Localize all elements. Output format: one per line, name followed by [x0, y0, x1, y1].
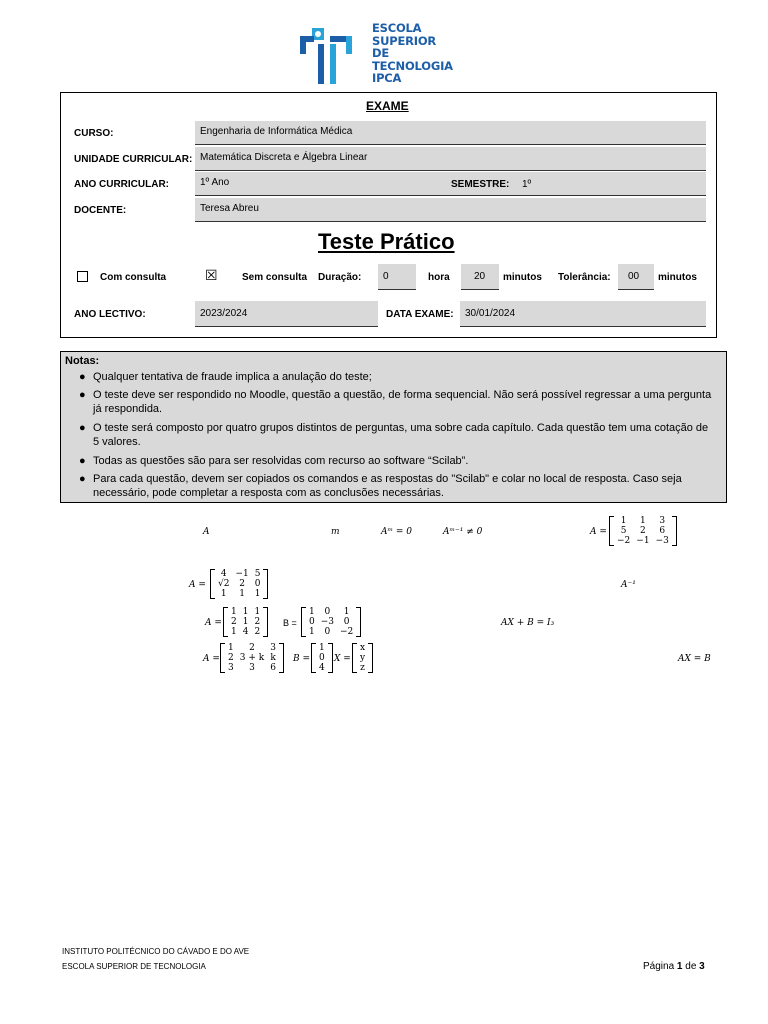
tolerancia-value: 00	[628, 271, 640, 282]
semestre-value: 1º	[522, 179, 532, 190]
matrix-cell: 1	[228, 643, 234, 653]
math-label: B =	[283, 618, 297, 628]
duracao-label: Duração:	[318, 272, 362, 283]
matrix-cell: −3	[655, 536, 669, 546]
matrix-cell: 1	[231, 627, 237, 637]
math-equation: AX = B	[678, 654, 711, 664]
page-number	[643, 961, 705, 972]
duracao-value: 0	[383, 271, 389, 282]
bullet-icon: ●	[79, 473, 86, 485]
bullet-icon: ●	[79, 422, 86, 434]
minutos-label: minutos	[503, 272, 542, 283]
bullet-icon: ●	[79, 371, 86, 383]
matrix-cell: k	[270, 653, 276, 663]
page-current: 1	[676, 961, 683, 972]
note-item	[79, 421, 719, 449]
matrix-cell: 3	[249, 663, 255, 673]
math-label: X =	[334, 654, 351, 664]
docente-field	[195, 198, 706, 222]
matrix-cell: 3	[270, 643, 276, 653]
ano-curricular-value: 1º Ano	[200, 177, 230, 188]
ano-lectivo-field	[195, 301, 378, 327]
matrix-cell: 1	[242, 607, 249, 617]
uc-value: Matemática Discreta e Álgebra Linear	[200, 152, 368, 163]
minutos-field	[461, 264, 499, 290]
matrix-q1	[609, 516, 677, 546]
duracao-field	[378, 264, 416, 290]
math-equation: AX + B = I₃	[501, 618, 555, 628]
notes-title: Notas:	[65, 355, 100, 367]
matrix-q2	[210, 569, 268, 599]
matrix-cell: y	[360, 653, 366, 663]
math-a: A	[203, 527, 210, 537]
logo-line: SUPERIOR	[372, 33, 437, 48]
matrix-cell: 1	[220, 589, 227, 599]
minutos-value: 20	[474, 271, 486, 282]
matrix-cell: 2	[254, 627, 261, 637]
com-consulta-checkbox[interactable]	[77, 271, 88, 282]
uc-field	[195, 147, 706, 171]
footer-school: ESCOLA SUPERIOR DE TECNOLOGIA	[62, 962, 206, 971]
left-bracket	[352, 643, 357, 673]
ipca-logo-mark-icon	[296, 22, 368, 86]
matrix-cell: −2	[617, 536, 631, 546]
ano-lectivo-value: 2023/2024	[200, 308, 248, 319]
exam-title: EXAME	[366, 99, 409, 113]
logo-line: ESCOLA	[372, 21, 422, 35]
hora-label: hora	[428, 272, 450, 283]
left-bracket	[311, 643, 316, 673]
matrix-cell: 6	[659, 526, 666, 536]
math-label: A =	[205, 618, 222, 628]
matrix-cell: 0	[319, 653, 325, 663]
matrix-cell: 4	[319, 663, 325, 673]
note-item	[79, 370, 719, 384]
matrix-cell: 0	[254, 579, 261, 589]
note-text: Qualquer tentativa de fraude implica a anulação do teste;	[93, 371, 372, 383]
note-text: Todas as questões são para ser resolvidas com recurso ao software “Scilab”.	[93, 455, 469, 467]
left-bracket	[301, 607, 306, 637]
math-label: B =	[293, 654, 311, 664]
right-bracket	[356, 607, 361, 637]
matrix-q4-a	[220, 643, 284, 673]
math-am1: Aᵐ⁻¹ ≠ 0	[443, 527, 483, 537]
right-bracket	[263, 569, 268, 599]
left-bracket	[220, 643, 225, 673]
right-bracket	[368, 643, 373, 673]
note-text: Para cada questão, devem ser copiados os comandos e as respostas do "Scilab" e colar no local de resposta. Caso seja necessário, pode completar a resposta com as conclusões necessárias.	[93, 473, 682, 499]
matrix-cell: 2	[249, 643, 255, 653]
matrix-cell: 2	[239, 579, 245, 589]
matrix-cell: 0	[309, 617, 315, 627]
matrix-cell: −1	[636, 536, 650, 546]
matrix-cell: 1	[319, 643, 325, 653]
bullet-icon: ●	[79, 455, 86, 467]
matrix-cell: 4	[242, 627, 249, 637]
matrix-cell: z	[360, 663, 365, 673]
matrix-cell: 5	[254, 569, 261, 579]
matrix-cell: 4	[220, 569, 227, 579]
matrix-cell: 6	[270, 663, 276, 673]
curso-label: CURSO:	[74, 128, 114, 139]
matrix-q3-b	[301, 607, 361, 637]
left-bracket	[609, 516, 614, 546]
data-exame-field	[460, 301, 706, 327]
page-total: 3	[699, 961, 705, 972]
tolerancia-unit: minutos	[658, 272, 697, 283]
right-bracket	[263, 607, 268, 637]
left-bracket	[223, 607, 228, 637]
right-bracket	[279, 643, 284, 673]
math-label: A =	[203, 654, 220, 664]
matrix-cell: 1	[309, 607, 315, 617]
curso-field	[195, 121, 706, 145]
note-text: O teste será composto por quatro grupos distintos de perguntas, uma sobre cada capítulo. Cada questão tem uma cotação de 5 valores.	[93, 422, 709, 448]
uc-label: UNIDADE CURRICULAR:	[74, 154, 193, 165]
ano-curricular-label: ANO CURRICULAR:	[74, 179, 169, 190]
matrix-cell: −3	[320, 617, 335, 627]
docente-label: DOCENTE:	[74, 205, 127, 216]
logo-line: DE TECNOLOGIA	[372, 46, 453, 73]
sem-consulta-label: Sem consulta	[242, 272, 308, 283]
matrix-cell: 2	[640, 526, 646, 536]
sem-consulta-checkbox[interactable]: ☒	[205, 268, 218, 284]
matrix-cell: 0	[343, 617, 350, 627]
matrix-cell: 1	[254, 589, 261, 599]
page-prefix: Página	[643, 961, 677, 972]
data-exame-value: 30/01/2024	[465, 308, 516, 319]
matrix-cell: 1	[640, 516, 646, 526]
matrix-cell: 1	[620, 516, 627, 526]
matrix-cell: 3	[659, 516, 666, 526]
matrix-cell: 1	[242, 617, 249, 627]
matrix-cell: 5	[620, 526, 627, 536]
curso-value: Engenharia de Informática Médica	[200, 126, 353, 137]
semestre-label: SEMESTRE:	[451, 179, 510, 190]
exam-header-box	[60, 92, 717, 338]
com-consulta-label: Com consulta	[100, 272, 167, 283]
matrix-cell: 1	[343, 607, 350, 617]
matrix-cell: √2	[218, 579, 230, 589]
note-text: O teste deve ser respondido no Moodle, questão a questão, de forma sequencial. Não será possível regressar a uma pergunta já respondida.	[93, 389, 712, 415]
docente-value: Teresa Abreu	[200, 203, 259, 214]
math-am: Aᵐ = 0	[381, 527, 413, 537]
matrix-cell: 0	[324, 607, 331, 617]
data-exame-label: DATA EXAME:	[386, 309, 454, 320]
matrix-cell: 1	[231, 607, 237, 617]
left-bracket	[210, 569, 215, 599]
matrix-cell: 2	[228, 653, 234, 663]
matrix-cell: −2	[340, 627, 354, 637]
matrix-cell: 2	[254, 617, 261, 627]
right-bracket	[328, 643, 333, 673]
ipca-logo	[296, 22, 471, 86]
ano-lectivo-label: ANO LECTIVO:	[74, 309, 146, 320]
footer-institution: INSTITUTO POLITÉCNICO DO CÁVADO E DO AVE	[62, 947, 250, 956]
matrix-q4-x	[352, 643, 373, 673]
note-item	[79, 472, 719, 500]
bullet-icon: ●	[79, 389, 86, 401]
math-inverse: A⁻¹	[621, 580, 636, 590]
matrix-cell: 1	[309, 627, 315, 637]
math-m: m	[331, 527, 340, 537]
matrix-cell: 3	[228, 663, 234, 673]
note-item	[79, 388, 719, 416]
matrix-cell: 1	[239, 589, 245, 599]
tolerancia-field	[618, 264, 654, 290]
matrix-cell: 3 + k	[239, 653, 265, 663]
page-mid: de	[682, 961, 700, 972]
matrix-cell: x	[360, 643, 366, 653]
matrix-q4-b	[311, 643, 333, 673]
matrix-q3-a	[223, 607, 268, 637]
matrix-cell: −1	[235, 569, 249, 579]
test-title: Teste Prático	[318, 229, 455, 254]
right-bracket	[672, 516, 677, 546]
math-label: A =	[590, 527, 607, 537]
matrix-cell: 1	[254, 607, 261, 617]
tolerancia-label: Tolerância:	[558, 272, 611, 283]
math-label: A =	[189, 580, 206, 590]
note-item	[79, 454, 719, 468]
notes-box	[60, 351, 727, 503]
matrix-cell: 0	[324, 627, 331, 637]
matrix-cell: 2	[231, 617, 237, 627]
logo-line: IPCA	[372, 71, 402, 85]
